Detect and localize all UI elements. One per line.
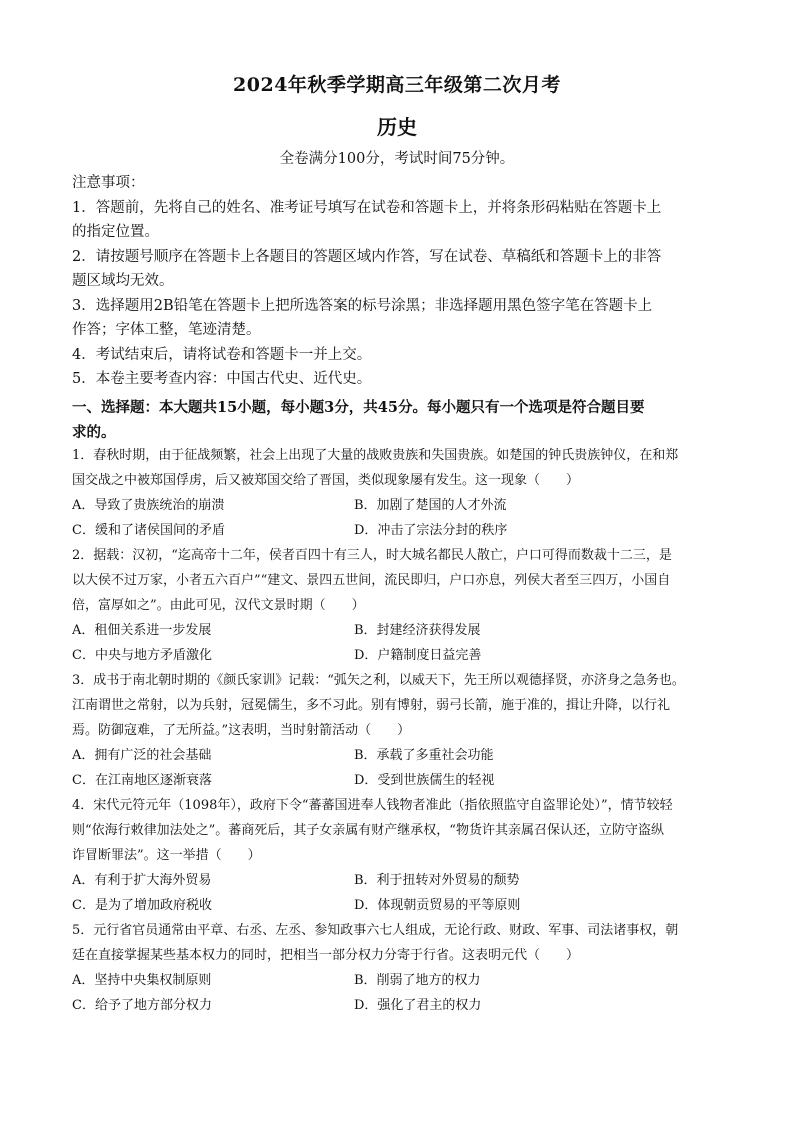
option-row: [72, 868, 724, 893]
option-c: C．给予了地方部分权力: [72, 998, 212, 1013]
option-a: A．导致了贵族统治的崩溃: [72, 498, 225, 513]
question-text-line: 诈冒断罪法”。这一举措（ ）: [72, 848, 261, 863]
notes-line: 1．答题前，先将自己的姓名、准考证号填写在试卷和答题卡上，并将条形码粘贴在答题卡上: [72, 199, 662, 216]
option-c: C．缓和了诸侯国间的矛盾: [72, 523, 225, 538]
notes-line: 2．请按题号顺序在答题卡上各题目的答题区域内作答，写在试卷、草稿纸和答题卡上的非答: [72, 248, 662, 265]
option-b: B．承载了多重社会功能: [354, 748, 494, 763]
question-text-line: 1．春秋时期，由于征战频繁，社会上出现了大量的战败贵族和失国贵族。如楚国的钟氏贵族钟仪，在和郑: [72, 448, 679, 463]
exam-info: 全卷满分100分，考试时间75分钟。: [279, 151, 515, 167]
section-heading-line: 求的。: [72, 423, 116, 441]
subject-title: 历史: [377, 115, 417, 139]
option-row: [72, 993, 724, 1018]
question-text-line: 以大侯不过万家，小者五六百户”“建文、景四五世间，流民即归，户口亦息，列侯大者至三四万，小国自: [72, 573, 671, 588]
question-text-line: 焉。防御寇难，了无所益。”这表明，当时射箭活动（ ）: [72, 723, 411, 738]
question-2: [72, 543, 724, 668]
question-text-line: 江南谓世之常射，以为兵射，冠冕儒生，多不习此。别有博射，弱弓长箭，施于准的，揖让升降，以行礼: [72, 698, 671, 713]
question-1: [72, 443, 724, 543]
option-row: [72, 893, 724, 918]
option-c: C．是为了增加政府税收: [72, 898, 212, 913]
option-a: A．坚持中央集权制原则: [72, 973, 212, 988]
question-3: [72, 668, 724, 793]
question-text-line: 国交战之中被郑国俘虏，后又被郑国交给了晋国，类似现象屡有发生。这一现象（ ）: [72, 473, 580, 488]
notes-line: 作答；字体工整，笔迹清楚。: [72, 322, 261, 338]
notes-line: 5．本卷主要考查内容：中国古代史、近代史。: [72, 371, 372, 387]
option-a: A．有利于扩大海外贸易: [72, 873, 212, 888]
exam-title: 2024年秋季学期高三年级第二次月考: [233, 74, 561, 96]
option-d: D．受到世族儒生的轻视: [354, 773, 495, 788]
option-b: B．封建经济获得发展: [354, 623, 481, 638]
option-b: B．削弱了地方的权力: [354, 973, 481, 988]
section-heading-line: 一、选择题：本大题共15小题，每小题3分，共45分。每小题只有一个选项是符合题目要: [72, 399, 645, 416]
option-d: D．户籍制度日益完善: [354, 648, 482, 663]
option-b: B．加剧了楚国的人才外流: [354, 498, 507, 513]
option-row: [72, 643, 724, 668]
notes-block: [72, 171, 724, 392]
option-b: B．利于扭转对外贸易的颓势: [354, 873, 520, 888]
option-row: [72, 618, 724, 643]
question-5: [72, 918, 724, 1018]
option-row: [72, 968, 724, 993]
option-c: C．中央与地方矛盾激化: [72, 648, 212, 663]
option-d: D．体现朝贡贸易的平等原则: [354, 898, 521, 913]
option-a: A．拥有广泛的社会基础: [72, 748, 212, 763]
question-text-line: 3．成书于南北朝时期的《颜氏家训》记载：“弧矢之利，以威天下，先王所以观德择贤，亦济身之急务也。: [72, 673, 685, 688]
question-text-line: 廷在直接掌握某些基本权力的同时，把相当一部分权力分寄于行省。这表明元代（ ）: [72, 948, 580, 963]
section-heading: [72, 396, 724, 445]
question-text-line: 则“依海行敕律加法处之”。蕃商死后，其子女亲属有财产继承权，“物货许其亲属召保认还，立防守盗纵: [72, 823, 664, 838]
question-text-line: 4．宋代元符元年（1098年），政府下令“蕃蕃国进奉人钱物者准此（指依照监守自盗罪论处）”，情节较轻: [72, 798, 673, 813]
option-d: D．冲击了宗法分封的秩序: [354, 523, 508, 538]
notes-line: 的指定位置。: [72, 224, 159, 240]
question-text-line: 倍，富厚如之”。由此可见，汉代文景时期（ ）: [72, 598, 365, 613]
option-row: [72, 518, 724, 543]
notes-line: 题区域均无效。: [72, 273, 174, 289]
option-row: [72, 768, 724, 793]
option-a: A．租佃关系进一步发展: [72, 623, 212, 638]
question-text-line: 5．元行省官员通常由平章、右丞、左丞、参知政事六七人组成，无论行政、财政、军事、司法诸事权，朝: [72, 923, 679, 938]
question-4: [72, 793, 724, 918]
notes-line: 3．选择题用2B铅笔在答题卡上把所选答案的标号涂黑；非选择题用黑色签字笔在答题卡上: [72, 297, 653, 314]
option-c: C．在江南地区逐渐衰落: [72, 773, 212, 788]
notes-heading: 注意事项：: [72, 175, 145, 191]
notes-line: 4．考试结束后，请将试卷和答题卡一并上交。: [72, 346, 372, 363]
option-row: [72, 493, 724, 518]
option-d: D．强化了君主的权力: [354, 998, 482, 1013]
question-text-line: 2．据载：汉初，“迄高帝十二年，侯者百四十有三人，时大城名都民人散亡，户口可得而数裁十二三，是: [72, 548, 672, 563]
option-row: [72, 743, 724, 768]
